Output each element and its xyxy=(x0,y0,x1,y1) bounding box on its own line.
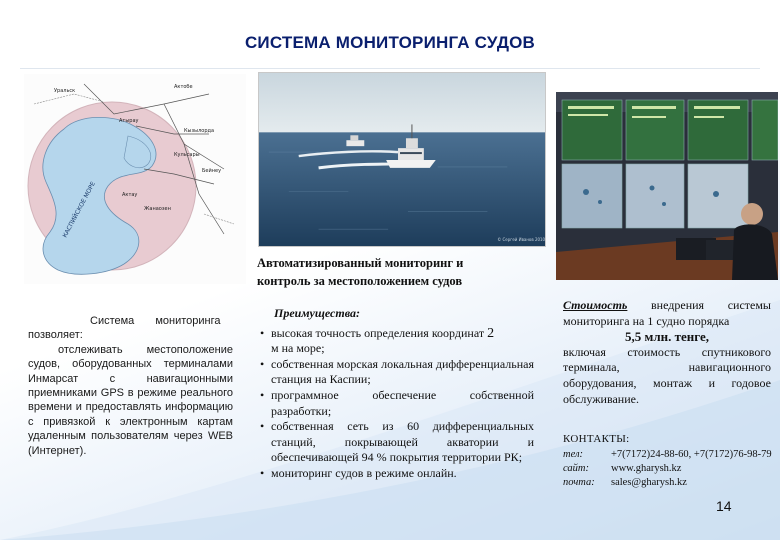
title-divider xyxy=(20,68,760,69)
map-label-city-7: Кульсары xyxy=(174,152,200,158)
map-label-city-2: Атырау xyxy=(119,118,139,124)
advantages-list xyxy=(258,326,534,482)
caption-line-1: Автоматизированный мониторинг и xyxy=(257,256,464,270)
advantage-item-4: • собственная сеть из 60 дифференциальных станций, покрывающей акватории и обеспечивающей 94 % покрытия территории РК; xyxy=(258,419,534,466)
cost-text-2: включая стоимость спутникового терминала, навигационного оборудования, монтаж и годовое обслуживание. xyxy=(563,344,771,406)
contacts-heading: КОНТАКТЫ: xyxy=(563,433,630,445)
advantage-item-2: • собственная морская локальная дифференциальная станция на Каспии; xyxy=(258,357,534,388)
photo-caption xyxy=(257,254,547,290)
map-label-sea: КАСПИЙСКОЕ МОРЕ xyxy=(61,180,97,239)
system-description xyxy=(28,314,233,458)
map-label-city-3: Бейнеу xyxy=(202,168,222,174)
cost-text-1: внедрения системы мониторинга на 1 судно порядка xyxy=(563,298,771,328)
advantage-item-1-b: 2 xyxy=(487,325,495,341)
advantage-item-5: • мониторинг судов в режиме онлайн. xyxy=(258,466,534,482)
advantage-item-3: • программное обеспечение собственной разработки; xyxy=(258,388,534,419)
map-label-city-6: Жанаозен xyxy=(144,206,171,212)
contacts-block xyxy=(563,432,778,490)
description-body: отслеживать местоположение судов, оборудованных терминалами Инмарсат с навигационными приемниками GPS в режиме реального времени и предоставлять информацию с привязкой к электронным картам удаленным пользователям через WEB (Интернет). xyxy=(28,343,233,457)
phone-value: +7(7172)24-88-60, +7(7172)76-98-79 xyxy=(611,449,772,460)
description-lead xyxy=(28,314,233,328)
ship-photo xyxy=(258,72,546,247)
advantages-block xyxy=(258,306,534,482)
email-link[interactable]: sales@gharysh.kz xyxy=(611,477,687,488)
advantage-item-1-c: м на море; xyxy=(271,341,325,356)
map-label-city-8: Уральск xyxy=(54,88,76,94)
description-lead-text: Система мониторинга xyxy=(90,315,221,327)
caption-line-2: контроль за местоположением судов xyxy=(257,274,463,288)
map-label-city-5: Кызылорда xyxy=(184,128,215,134)
cost-block xyxy=(563,298,771,407)
slide-title: СИСТЕМА МОНИТОРИНГА СУДОВ xyxy=(244,33,536,52)
map-label-city-1: Актобе xyxy=(174,84,193,90)
site-label: сайт: xyxy=(563,463,589,474)
advantages-heading: Преимущества: xyxy=(274,306,360,320)
cost-price: 5,5 млн. тенге, xyxy=(624,329,710,345)
contact-email xyxy=(563,476,778,490)
advantage-item-1-a: высокая точность определения координат xyxy=(271,325,488,340)
advantage-item-1 xyxy=(258,326,534,357)
contact-site xyxy=(563,462,778,476)
email-label: почта: xyxy=(563,477,595,488)
contact-phone xyxy=(563,448,778,462)
description-line-2: позволяет: xyxy=(28,329,83,342)
page-number: 14 xyxy=(716,498,732,514)
cost-intro xyxy=(563,298,771,329)
control-room-photo xyxy=(556,92,778,280)
phone-label: тел: xyxy=(563,449,584,460)
photo-watermark: © Сергей Иванов 2010 xyxy=(497,237,546,243)
cost-label: Стоимость xyxy=(563,298,628,312)
site-link[interactable]: www.gharysh.kz xyxy=(611,463,682,474)
coverage-map xyxy=(24,74,246,284)
map-label-city-4: Актау xyxy=(122,192,138,198)
